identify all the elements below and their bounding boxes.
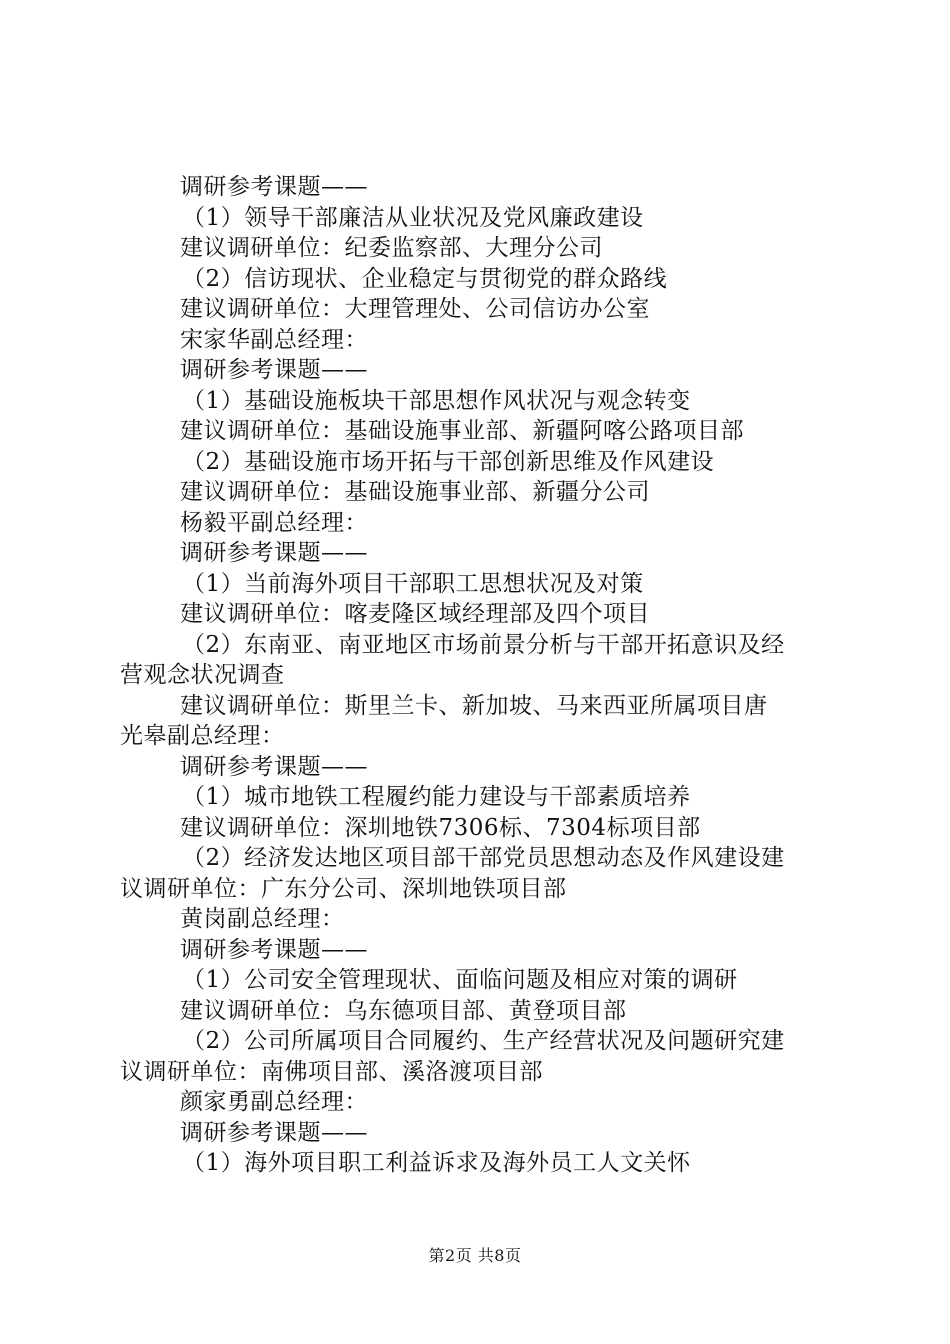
- text-line: 建议调研单位：喀麦隆区域经理部及四个项目: [180, 601, 650, 627]
- text-line: 议调研单位：南佛项目部、溪洛渡项目部: [120, 1058, 543, 1085]
- text-line: 宋家华副总经理：: [180, 326, 368, 353]
- text-line: 调研参考课题——: [180, 174, 368, 200]
- text-line: 调研参考课题——: [180, 936, 368, 963]
- text-line: 建议调研单位：大理管理处、公司信访办公室: [180, 296, 650, 322]
- text-line: 调研参考课题——: [180, 1119, 368, 1146]
- text-line: （2）经济发达地区项目部干部党员思想动态及作风建设建: [182, 845, 785, 871]
- text-line: 营观念状况调查: [120, 662, 285, 688]
- text-line: 建议调研单位：基础设施事业部、新疆阿喀公路项目部: [180, 418, 744, 444]
- text-line: （1）海外项目职工利益诉求及海外员工人文关怀: [182, 1150, 691, 1176]
- text-line: 建议调研单位：纪委监察部、大理分公司: [180, 235, 603, 261]
- text-line: （2）信访现状、企业稳定与贯彻党的群众路线: [182, 265, 668, 292]
- text-line: 光皋副总经理：: [120, 723, 285, 749]
- text-line: 建议调研单位：基础设施事业部、新疆分公司: [180, 479, 650, 505]
- text-line: 建议调研单位：斯里兰卡、新加坡、马来西亚所属项目唐: [180, 692, 768, 719]
- text-line: （1）公司安全管理现状、面临问题及相应对策的调研: [182, 967, 738, 993]
- text-line: （1）基础设施板块干部思想作风状况与观念转变: [182, 387, 691, 414]
- text-line: （1）城市地铁工程履约能力建设与干部素质培养: [182, 784, 691, 810]
- text-line: 调研参考课题——: [180, 540, 368, 566]
- text-line: 调研参考课题——: [180, 357, 368, 383]
- text-line: 黄岗副总经理：: [180, 906, 345, 932]
- text-line: 颜家勇副总经理：: [180, 1089, 368, 1115]
- text-line: 议调研单位：广东分公司、深圳地铁项目部: [120, 875, 567, 902]
- text-line: （2）公司所属项目合同履约、生产经营状况及问题研究建: [182, 1028, 785, 1054]
- text-line: （2）东南亚、南亚地区市场前景分析与干部开拓意识及经: [182, 631, 785, 658]
- text-line: 杨毅平副总经理：: [180, 509, 368, 536]
- text-line: 建议调研单位：深圳地铁7306标、7304标项目部: [180, 814, 701, 841]
- text-line: （2）基础设施市场开拓与干部创新思维及作风建设: [182, 448, 715, 475]
- document-body: [120, 172, 832, 1179]
- text-line: 建议调研单位：乌东德项目部、黄登项目部: [180, 997, 627, 1024]
- text-line: 调研参考课题——: [180, 753, 368, 780]
- text-line: （1）领导干部廉洁从业状况及党风廉政建设: [182, 204, 644, 231]
- text-line: （1）当前海外项目干部职工思想状况及对策: [182, 570, 644, 597]
- page-footer: 第2页 共8页: [428, 1246, 522, 1265]
